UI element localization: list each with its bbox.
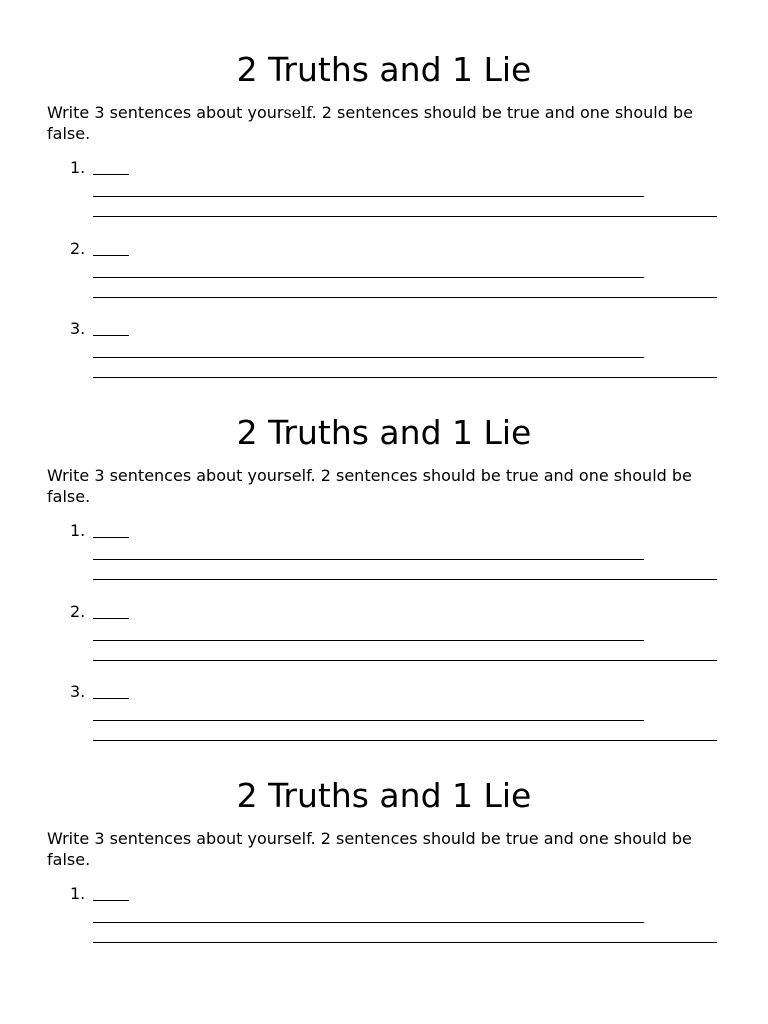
answer-line[interactable]	[93, 640, 644, 641]
item-number: 2.	[70, 239, 86, 258]
answer-line[interactable]	[93, 720, 644, 721]
true-false-blank[interactable]	[93, 698, 129, 699]
item-number: 3.	[70, 319, 86, 338]
answer-line[interactable]	[93, 579, 717, 580]
item-number: 1.	[70, 521, 86, 540]
true-false-blank[interactable]	[93, 900, 129, 901]
instructions-part: Write 3 sentences about your	[47, 103, 284, 122]
true-false-blank[interactable]	[93, 255, 129, 256]
answer-line[interactable]	[93, 740, 717, 741]
item-number: 3.	[70, 682, 86, 701]
answer-line[interactable]	[93, 559, 644, 560]
list-item	[0, 521, 768, 581]
list-item	[0, 319, 768, 379]
true-false-blank[interactable]	[93, 618, 129, 619]
list-item	[0, 682, 768, 742]
answer-line[interactable]	[93, 660, 717, 661]
answer-line[interactable]	[93, 196, 644, 197]
section-title: 2 Truths and 1 Lie	[236, 413, 532, 452]
section-title: 2 Truths and 1 Lie	[236, 776, 532, 815]
list-item	[0, 239, 768, 299]
answer-line[interactable]	[93, 277, 644, 278]
item-number: 1.	[70, 884, 86, 903]
true-false-blank[interactable]	[93, 537, 129, 538]
answer-line[interactable]	[93, 377, 717, 378]
answer-line[interactable]	[93, 297, 717, 298]
true-false-blank[interactable]	[93, 174, 129, 175]
true-false-blank[interactable]	[93, 335, 129, 336]
answer-line[interactable]	[93, 942, 717, 943]
answer-line[interactable]	[93, 357, 644, 358]
instructions-part: 2 sentences should be true and one should be false.	[47, 103, 693, 143]
answer-line[interactable]	[93, 216, 717, 217]
item-number: 2.	[70, 602, 86, 621]
section-title: 2 Truths and 1 Lie	[236, 50, 532, 89]
answer-line[interactable]	[93, 922, 644, 923]
instructions-text: Write 3 sentences about yourself. 2 sentences should be true and one should be false.	[47, 829, 692, 869]
list-item	[0, 884, 768, 944]
list-item	[0, 602, 768, 662]
instructions-text	[47, 102, 727, 144]
instructions-text: Write 3 sentences about yourself. 2 sentences should be true and one should be false.	[47, 466, 692, 506]
item-number: 1.	[70, 158, 86, 177]
instructions-part: self.	[283, 103, 317, 122]
list-item	[0, 158, 768, 218]
